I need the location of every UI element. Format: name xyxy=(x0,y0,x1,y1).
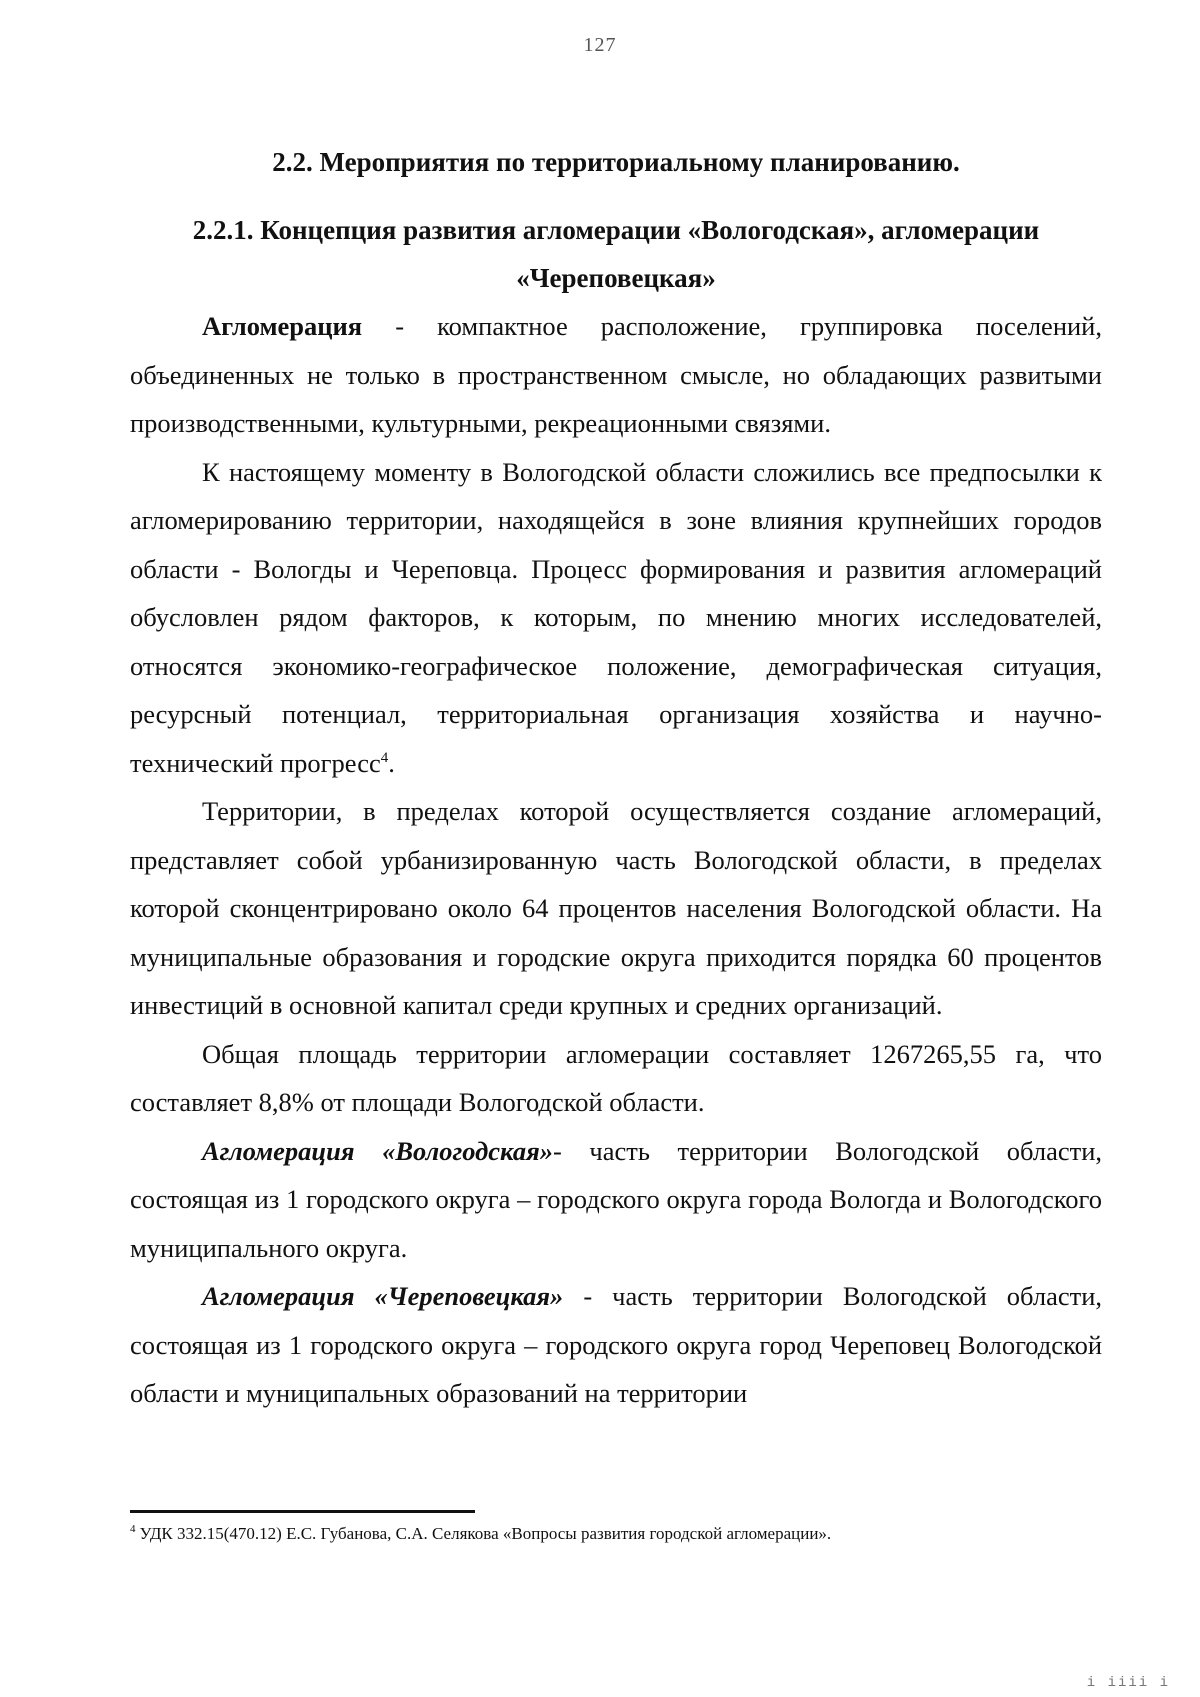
paragraph-vologda-agglomeration xyxy=(130,1127,1102,1273)
section-heading: 2.2. Мероприятия по территориальному планированию. xyxy=(272,147,960,177)
footnote-mark: 4 xyxy=(130,1523,136,1536)
term-cherepovets-agglomeration: Агломерация «Череповецкая» xyxy=(202,1281,564,1311)
page-number: 127 xyxy=(583,34,617,56)
paragraph-territory: Территории, в пределах которой осуществляется создание агломераций, представляет собой урбанизированную часть Вологодской области, в пределах которой сконцентрировано около 64 процентов населения Вологодской области. На муниципальные образования и городские округа приходится порядка 60 процентов инвестиций в основной капитал среди крупных и средних организаций. xyxy=(130,796,1102,1020)
paragraph-agglomeration-definition xyxy=(130,302,1102,448)
term-agglomeration: Агломерация xyxy=(202,311,363,341)
paragraph-end: . xyxy=(388,747,395,778)
paragraph-text: - компактное расположение, группировка поселений, объединенных не только в пространственном смысле, но обладающих развитыми производственными, культурными, рекреационными связями. xyxy=(130,311,1102,438)
subsection-heading-line2: «Череповецкая» xyxy=(516,263,716,293)
term-vologda-agglomeration: Агломерация «Вологодская» xyxy=(202,1135,553,1166)
footnote xyxy=(130,1522,1102,1546)
paragraph-text: - часть территории Вологодской области, состоящая из 1 городского округа – городского округа город Череповец Вологодской области и муниципальных образований на территории xyxy=(130,1281,1103,1408)
paragraph-prerequisites xyxy=(130,448,1102,788)
footnote-separator xyxy=(130,1510,475,1513)
paragraph-text: - часть территории Вологодской области, состоящая из 1 городского округа – городского округа города Вологда и Вологодского муниципального округа. xyxy=(130,1135,1103,1263)
footnote-text: УДК 332.15(470.12) Е.С. Губанова, С.А. Селякова «Вопросы развития городской агломерации». xyxy=(139,1524,832,1543)
scan-marks: i iiii i xyxy=(1086,1675,1170,1691)
footnote-reference[interactable]: 4 xyxy=(380,749,389,766)
paragraph-text: К настоящему моменту в Вологодской области сложились все предпосылки к агломерированию территории, находящейся в зоне влияния крупнейших городов области - Вологды и Череповца. Процесс формирования и развития агломераций обусловлен рядом факторов, к которым, по мнению многих исследователей, относятся экономико-географическое положение, демографическая ситуация, ресурсный потенциал, территориальная организация хозяйства и научно-технический прогресс xyxy=(130,456,1102,778)
paragraph-area: Общая площадь территории агломерации составляет 1267265,55 га, что составляет 8,8% от площади Вологодской области. xyxy=(130,1038,1102,1117)
subsection-heading xyxy=(130,206,1102,302)
subsection-heading-line1: 2.2.1. Концепция развития агломерации «Вологодская», агломерации xyxy=(192,215,1040,245)
paragraph-cherepovets-agglomeration xyxy=(130,1272,1102,1418)
document-body xyxy=(130,138,1102,1418)
